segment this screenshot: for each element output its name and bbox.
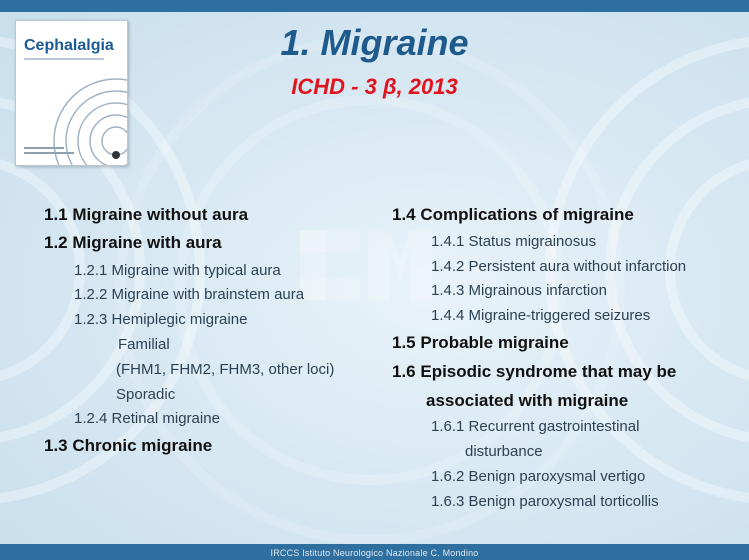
left-list-item: Familial	[118, 336, 170, 353]
right-list-item: 1.4.3 Migrainous infarction	[431, 282, 607, 299]
journal-cover-title: Cephalalgia	[24, 37, 114, 54]
right-list-item: 1.4.2 Persistent aura without infarction	[431, 258, 687, 275]
right-list-item: 1.4 Complications of migraine	[392, 205, 634, 224]
left-list-item: (FHM1, FHM2, FHM3, other loci)	[116, 361, 335, 378]
left-list-item: 1.1 Migraine without aura	[44, 205, 249, 224]
left-list-item: 1.3 Chronic migraine	[44, 436, 213, 455]
right-list-item: 1.4.4 Migraine-triggered seizures	[431, 307, 651, 324]
right-list-item: 1.4.1 Status migrainosus	[431, 233, 597, 250]
left-list-item: 1.2.1 Migraine with typical aura	[74, 262, 281, 279]
bottom-bar	[0, 544, 749, 560]
right-list-item: 1.6 Episodic syndrome that may be	[392, 362, 677, 381]
footer-text: IRCCS Istituto Neurologico Nazionale C. Mondino	[270, 548, 479, 558]
right-list-item: disturbance	[465, 443, 543, 460]
left-list-item: 1.2.2 Migraine with brainstem aura	[74, 286, 305, 303]
right-list-item: 1.6.3 Benign paroxysmal torticollis	[431, 493, 659, 510]
left-list-item: 1.2.3 Hemiplegic migraine	[74, 311, 248, 328]
left-list-item: 1.2 Migraine with aura	[44, 233, 222, 252]
right-list-item: 1.6.1 Recurrent gastrointestinal	[431, 418, 640, 435]
left-list-item: 1.2.4 Retinal migraine	[74, 410, 220, 427]
right-list-item: 1.5 Probable migraine	[392, 333, 569, 352]
left-list-item: Sporadic	[116, 386, 176, 403]
right-list-item: associated with migraine	[426, 391, 629, 410]
slide-subtitle: ICHD - 3 β, 2013	[291, 74, 458, 99]
right-list-item: 1.6.2 Benign paroxysmal vertigo	[431, 468, 646, 485]
slide-title: 1. Migraine	[280, 22, 469, 63]
